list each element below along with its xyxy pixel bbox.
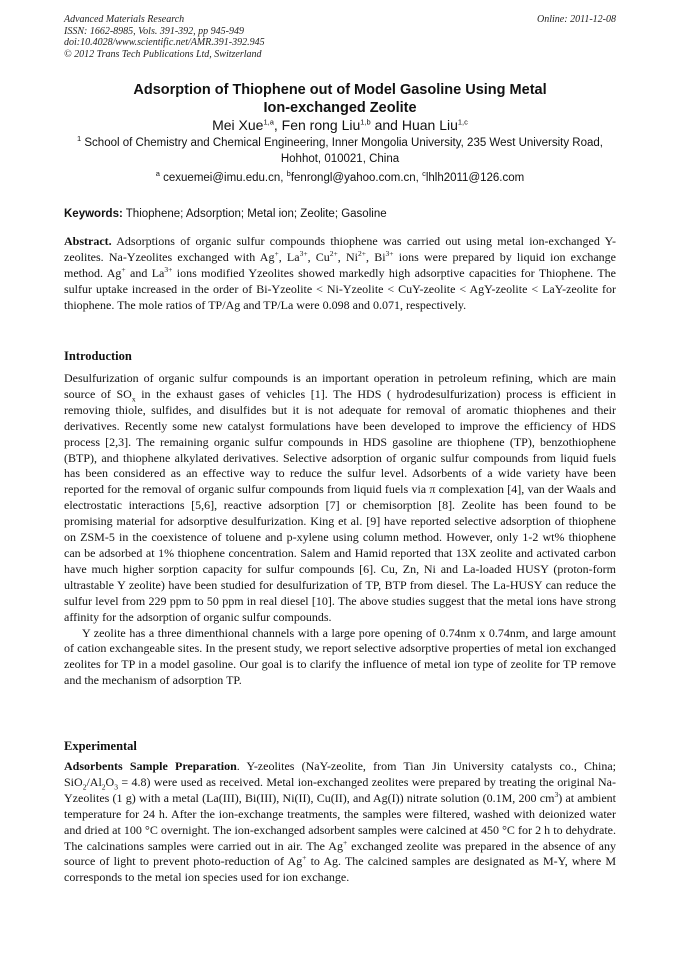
- abstract-text: , La: [278, 249, 300, 264]
- abstract-text: and La: [125, 265, 165, 280]
- section-heading-introduction: Introduction: [64, 349, 132, 363]
- copyright: © 2012 Trans Tech Publications Ltd, Switzerland: [64, 48, 262, 60]
- email-a: cexuemei@imu.edu.cn,: [159, 172, 287, 184]
- title-line-2: Ion-exchanged Zeolite: [263, 100, 417, 116]
- introduction-body: [64, 371, 616, 689]
- journal-header: [64, 14, 616, 60]
- exp-text: . Y-zeolites (NaY-zeolite, from Tian Jin University catalysts co., China; SiO: [64, 759, 616, 789]
- journal-name: Advanced Materials Research: [64, 14, 185, 25]
- affiliation: [64, 135, 616, 167]
- title-line-1: Adsorption of Thiophene out of Model Gasoline Using Metal: [133, 82, 547, 98]
- intro-text: Desulfurization of organic sulfur compounds is an important operation in petroleum refining, which are main source of SO: [64, 371, 616, 401]
- author-1-sup: 1,a: [263, 117, 274, 127]
- author-3-sup: 1,c: [457, 117, 468, 127]
- exp-text: = 4.8) were used as received. Metal ion-exchanged zeolites were prepared by treating the original Na-Yzeolites (1 g) with a metal (La(III), Bi(III), Ni(II), Cu(II), and Ag(I)) nitrate solution (0.1M, 200 cm: [64, 774, 616, 805]
- subsection-label: Adsorbents Sample Preparation: [64, 759, 237, 773]
- exp-text: exchanged zeolite was prepared in the absence of any source of light to prevent photo-reduction of Ag: [64, 838, 616, 869]
- abstract-sup: +: [274, 248, 279, 258]
- abstract-text: , Cu: [307, 249, 330, 264]
- author-1: Mei Xue: [212, 117, 264, 133]
- keywords-text: Thiophene; Adsorption; Metal ion; Zeolite; Gasoline: [122, 208, 387, 220]
- keywords-label: Keywords:: [64, 208, 123, 220]
- exp-sup: 3: [554, 789, 559, 799]
- exp-text: O: [105, 774, 115, 789]
- email-sup-a: a: [155, 169, 160, 179]
- email-sup-c: c: [422, 169, 426, 179]
- exp-text: ) at ambient temperature for 24 h. After the ion-exchange treatments, the samples were filtered, washed with deionized water and dried at 100 °C overnight. The ion-exchanged adsorbent samples were calcined at 450 °C for 2 h to dehydrate. The calcinations samples were carried out in air. The Ag: [64, 790, 617, 853]
- section-heading-experimental: Experimental: [64, 739, 137, 753]
- abstract-text: , Bi: [365, 249, 386, 264]
- abstract: [64, 234, 616, 314]
- exp-sub: 2: [82, 782, 87, 792]
- paper-title: [64, 81, 616, 117]
- abstract-text: Adsorptions of organic sulfur compounds thiophene was carried out using metal ion-exchanged Y-zeolites. Na-Yzeolites exchanged with Ag: [64, 234, 616, 264]
- abstract-label: Abstract.: [64, 234, 112, 248]
- email-c: lhlh2011@126.com: [425, 172, 525, 184]
- author-list: [64, 117, 616, 134]
- affiliation-sup: 1: [77, 134, 82, 144]
- online-date: Online: 2011-12-08: [537, 14, 616, 25]
- affiliation-text: School of Chemistry and Chemical Engineering, Inner Mongolia University, 235 West University Road, Hohhot, 010021, China: [81, 137, 603, 165]
- abstract-text: ions modified Yzeolites showed markedly high adsorptive capacities for Thiophene. The sulfur uptake increased in the order of Bi-Yzeolite < Ni-Yzeolite < CuY-zeolite < AgY-zeolite < LaY-zeolite for thiophene. The mole ratios of TP/Ag and TP/La were 0.098 and 0.071, respectively.: [64, 265, 616, 312]
- exp-sup: +: [342, 837, 348, 847]
- doi: doi:10.4028/www.scientific.net/AMR.391-392.945: [64, 37, 265, 48]
- abstract-text: , Ni: [337, 249, 358, 264]
- abstract-sup: 3+: [385, 248, 394, 258]
- abstract-sup: 2+: [358, 248, 366, 258]
- abstract-sup: 2+: [329, 248, 338, 258]
- abstract-sup: +: [121, 264, 126, 274]
- email-b: fenrongl@yahoo.com.cn,: [290, 172, 423, 184]
- author-sep: ,: [273, 117, 282, 133]
- intro-sub: x: [131, 394, 136, 404]
- exp-text: to Ag. The calcined samples are designated as M-Y, where M corresponds to the metal ion species used for ion exchange.: [64, 854, 617, 885]
- intro-paragraph-1: [64, 371, 616, 626]
- issn: ISSN: 1662-8985, Vols. 391-392, pp 945-949: [64, 25, 244, 37]
- author-3: Huan Liu: [401, 117, 458, 133]
- exp-sub: 3: [114, 782, 118, 792]
- exp-text: /Al: [86, 774, 102, 789]
- author-sep: and: [370, 117, 402, 133]
- intro-text: in the exhaust gases of vehicles [1]. The HDS ( hydrodesulfurization) process is efficient in removing thiole, sulfides, and disulfides but it is not adequate for removal of aromatic thiophenes and their derivatives. Recently some new catalyst formulations have been developed to improve the efficiency of HDS process [2,3]. The remaining organic sulfur compounds in HDS gasoline are thiophene (TP), benzothiophene (BTP), and thiophene alkylated derivatives. Selective adsorption of organic sulfur compounds from liquid fuels has been considered as an effective way to reduce the sulfur level. Adsorbents of a wide variety have been reported for the removal of organic sulfur compounds from liquid fuels via π complexation [4], van der Waals and electrostatic interactions [5,6], reactive adsorption [7] or chemisorption [8]. Zeolite has been found to be promising material for adsorptive desulfurization. King et al. [9] have reported selective adsorption of thiophene on ZSM-5 in the coexistence of toluene and p-xylene using column method. However, only 1-2 wt% thiophene can be adsorbed at 1% thiophene concentration. Salem and Hamid reported that 13X zeolite and activated carbon have much higher sorption capacity for sulfur compounds [6]. Cu, Zn, Ni and La-loaded HUSY (proton-form ultrastable Y zeolite) have been studied for desulfurization of TP, BTP from diesel. The La-HUSY can reduce the sulfur level from 229 ppm to 50 ppm in real diesel [10]. The above studies suggest that the metal ions have strong affinity for the adsorption of organic sulfur compounds.: [64, 386, 616, 624]
- abstract-sup: 3+: [299, 248, 308, 258]
- exp-sup: +: [302, 853, 307, 863]
- exp-sub: 2: [101, 782, 106, 792]
- experimental-body: [64, 759, 616, 886]
- author-emails: [64, 171, 616, 186]
- abstract-sup: 3+: [164, 264, 173, 274]
- intro-paragraph-2: Y zeolite has a three dimenthional channels with a large pore opening of 0.74nm x 0.74nm, and large amount of cation exchangeable sites. In the present study, we report selective adsorptive properties of metal ion exchanged zeolites for TP in a model gasoline. Our goal is to clarify the influence of metal ion type of zeolite for TP remove and the mechanism of adsorption TP.: [64, 625, 616, 688]
- author-2: Fen rong Liu: [281, 117, 361, 133]
- abstract-text: ions were prepared by liquid ion exchange method. Ag: [64, 249, 616, 280]
- email-sup-b: b: [286, 169, 291, 179]
- author-2-sup: 1,b: [360, 117, 371, 127]
- keywords: [64, 207, 616, 222]
